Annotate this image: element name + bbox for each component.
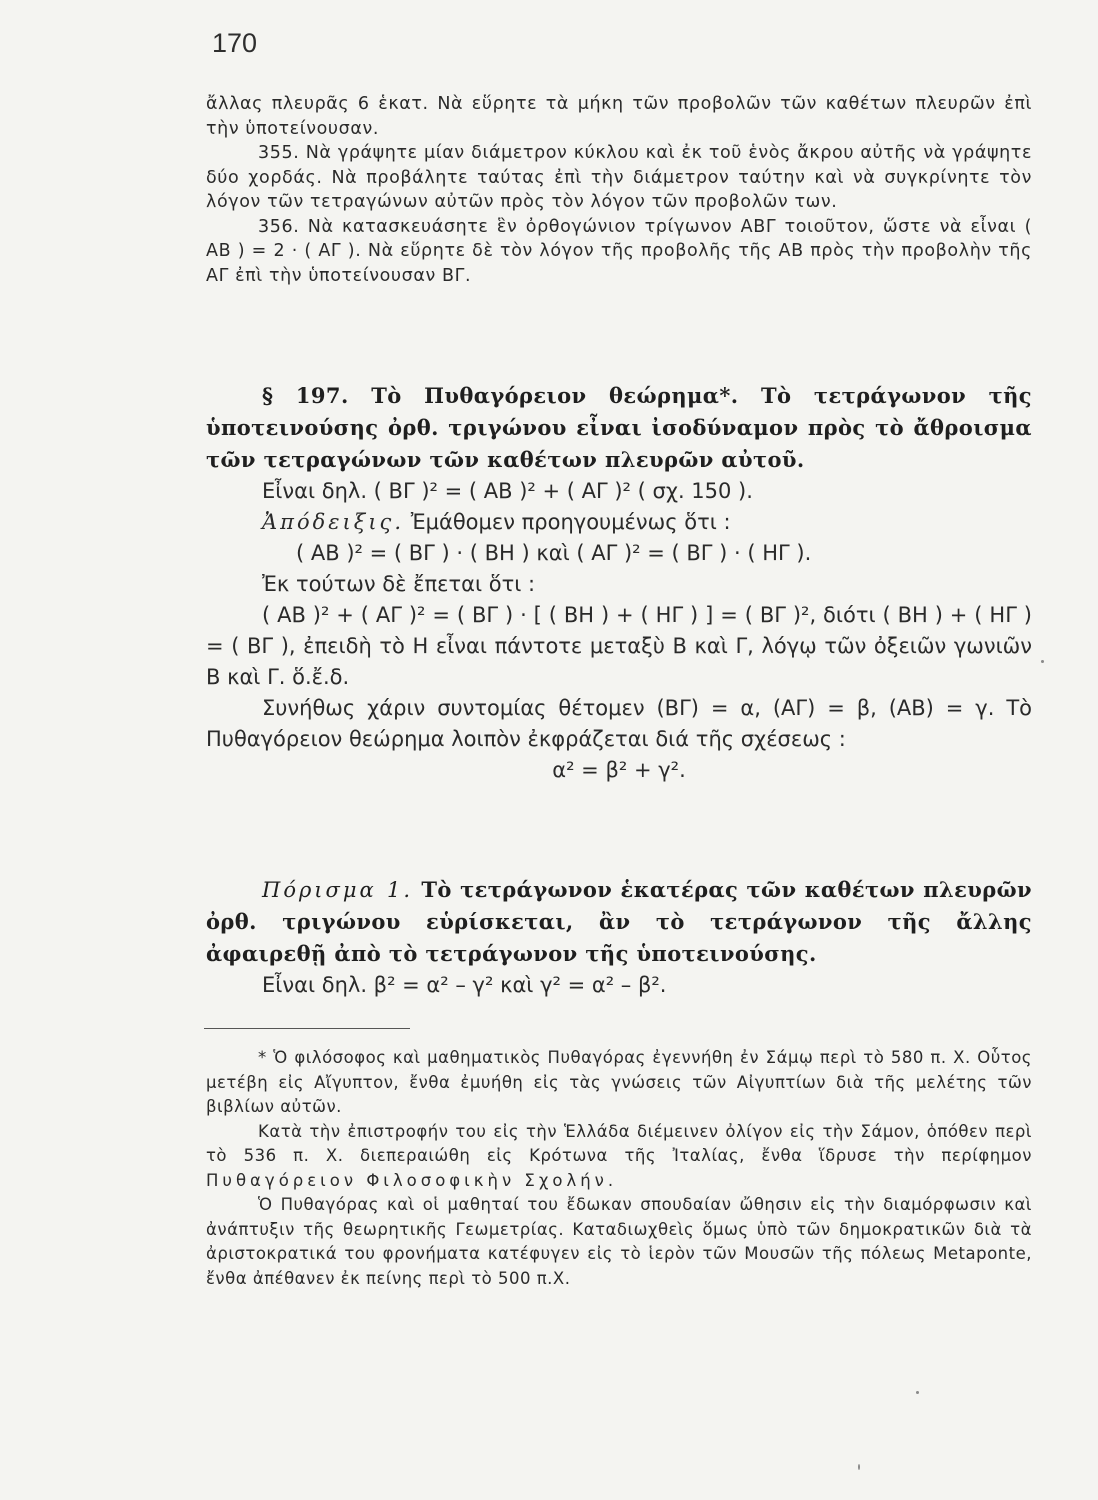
corollary-label: Πόρισμα 1. (262, 878, 414, 902)
section-197 (206, 380, 1032, 786)
footnote-paragraph-2 (206, 1120, 1032, 1194)
pythagorean-relation: α² = β² + γ². (552, 758, 686, 782)
proof-formula-2: ( ΑΒ )² + ( ΑΓ )² = ( ΒΓ ) · [ ( ΒΗ ) + ( ΗΓ ) ] = ( ΒΓ )², διότι ( ΒΗ ) + ( ΗΓ ) = ( ΒΓ ), ἐπειδὴ τὸ Η εἶναι πάντοτε μεταξὺ Β καὶ Γ, λόγῳ τῶν ὀξειῶν γωνιῶν Β καὶ Γ. ὅ.ἔ.δ. (206, 603, 1032, 689)
page-number: 170 (212, 28, 258, 58)
exercise-356: 356. Νὰ κατασκευάσητε ἓν ὀρθογώνιον τρίγωνον ΑΒΓ τοιοῦτον, ὥστε νὰ εἶναι ( ΑΒ ) = 2 · ( ΑΓ ). Νὰ εὕρητε δὲ τὸν λόγον τῆς προβολῆς τῆς ΑΒ πρὸς τὴν προβολὴν τῆς ΑΓ ἐπὶ τὴν ὑποτείνουσαν ΒΓ. (206, 216, 1032, 286)
exercise-continuation: ἄλλας πλευρᾶς 6 ἑκατ. Νὰ εὕρητε τὰ μήκη τῶν προβολῶν τῶν καθέτων πλευρῶν ἐπὶ τὴν ὑποτείνουσαν. (206, 94, 1032, 139)
footnote-divider (204, 1028, 410, 1029)
exercise-355: 355. Νὰ γράψητε μίαν διάμετρον κύκλου καὶ ἐκ τοῦ ἑνὸς ἄκρου αὐτῆς νὰ γράψητε δύο χορδάς. Νὰ προβάλητε ταύτας ἐπὶ τὴν διάμετρον ταύτην καὶ νὰ συγκρίνητε τὸν λόγον τῶν τετραγώνων αὐτῶν πρὸς τὸν λόγον τῶν προβολῶν των. (206, 143, 1032, 212)
footnote-paragraph-2-text: Κατὰ τὴν ἐπιστροφήν του εἰς τὴν Ἑλλάδα διέμεινεν ὀλίγον εἰς τὴν Σάμον, ὁπόθεν περὶ τὸ 536 π. Χ. διεπεραιώθη εἰς Κρότωνα τῆς Ἰταλίας, ἔνθα ἵδρυσε τὴν περίφημον (206, 1121, 1032, 1165)
corollary-heading (206, 874, 1032, 970)
theorem-statement: Εἶναι δηλ. ( ΒΓ )² = ( ΑΒ )² + ( ΑΓ )² ( σχ. 150 ). (262, 479, 753, 503)
footnote-paragraph-1: * Ὁ φιλόσοφος καὶ μαθηματικὸς Πυθαγόρας ἐγεννήθη ἐν Σάμῳ περὶ τὸ 580 π. Χ. Οὗτος μετέβη εἰς Αἴγυπτον, ἔνθα ἐμυήθη εἰς τὰς γνώσεις τῶν Αἰγυπτίων διὰ τῆς μελέτης τῶν βιβλίων αὐτῶν. (206, 1048, 1032, 1116)
footnote-paragraph-3: Ὁ Πυθαγόρας καὶ οἱ μαθηταί του ἔδωκαν σπουδαίαν ὤθησιν εἰς τὴν διαμόρφωσιν καὶ ἀνάπτυξιν τῆς θεωρητικῆς Γεωμετρίας. Καταδιωχθεὶς ὅμως ὑπὸ τῶν δημοκρατικῶν διὰ τὰ ἀριστοκρατικά του φρονήματα κατέφυγεν εἰς τὸ ἱερὸν τῶν Μουσῶν τῆς πόλεως Metaponte, ἔνθα ἀπέθανεν ἐκ πείνης περὶ τὸ 500 π.Χ. (206, 1195, 1032, 1288)
print-speck (1041, 660, 1044, 663)
proof-label: Ἀπόδειξις. (262, 510, 404, 534)
proof-intro-line (206, 507, 1032, 538)
print-speck (858, 1464, 860, 1470)
proof-formula-1: ( ΑΒ )² = ( ΒΓ ) · ( ΒΗ ) καὶ ( ΑΓ )² = ( ΒΓ ) · ( ΗΓ ). (296, 541, 812, 565)
footnote-school-name: Πυθαγόρειον Φιλοσοφικὴν Σχολήν. (206, 1170, 618, 1190)
corollary-text: Τὸ τετράγωνον ἑκατέρας τῶν καθέτων πλευρῶν ὀρθ. τριγώνου εὑρίσκεται, ἂν τὸ τετράγωνον τῆς ἄλλης ἀφαιρεθῇ ἀπὸ τὸ τετράγωνον τῆς ὑποτεινούσης. (206, 877, 1032, 966)
footnotes-block (206, 1046, 1032, 1291)
proof-intro: Ἐμάθομεν προηγουμένως ὅτι : (410, 510, 731, 534)
proof-follows: Ἐκ τούτων δὲ ἔπεται ὅτι : (262, 572, 536, 596)
corollary-statement: Εἶναι δηλ. β² = α² – γ² καὶ γ² = α² – β². (262, 973, 667, 997)
exercises-block (206, 92, 1032, 288)
section-title: § 197. Τὸ Πυθαγόρειον θεώρημα*. Τὸ τετράγωνον τῆς ὑποτεινούσης ὀρθ. τριγώνου εἶναι ἰσοδύναμον πρὸς τὸ ἄθροισμα τῶν τετραγώνων τῶν καθέτων πλευρῶν αὐτοῦ. (206, 383, 1032, 472)
print-speck (916, 1391, 919, 1394)
notation-text: Συνήθως χάριν συντομίας θέτομεν (ΒΓ) = α, (ΑΓ) = β, (ΑΒ) = γ. Τὸ Πυθαγόρειον θεώρημα λοιπὸν ἐκφράζεται διά τῆς σχέσεως : (206, 696, 1032, 751)
corollary-1 (206, 874, 1032, 1001)
